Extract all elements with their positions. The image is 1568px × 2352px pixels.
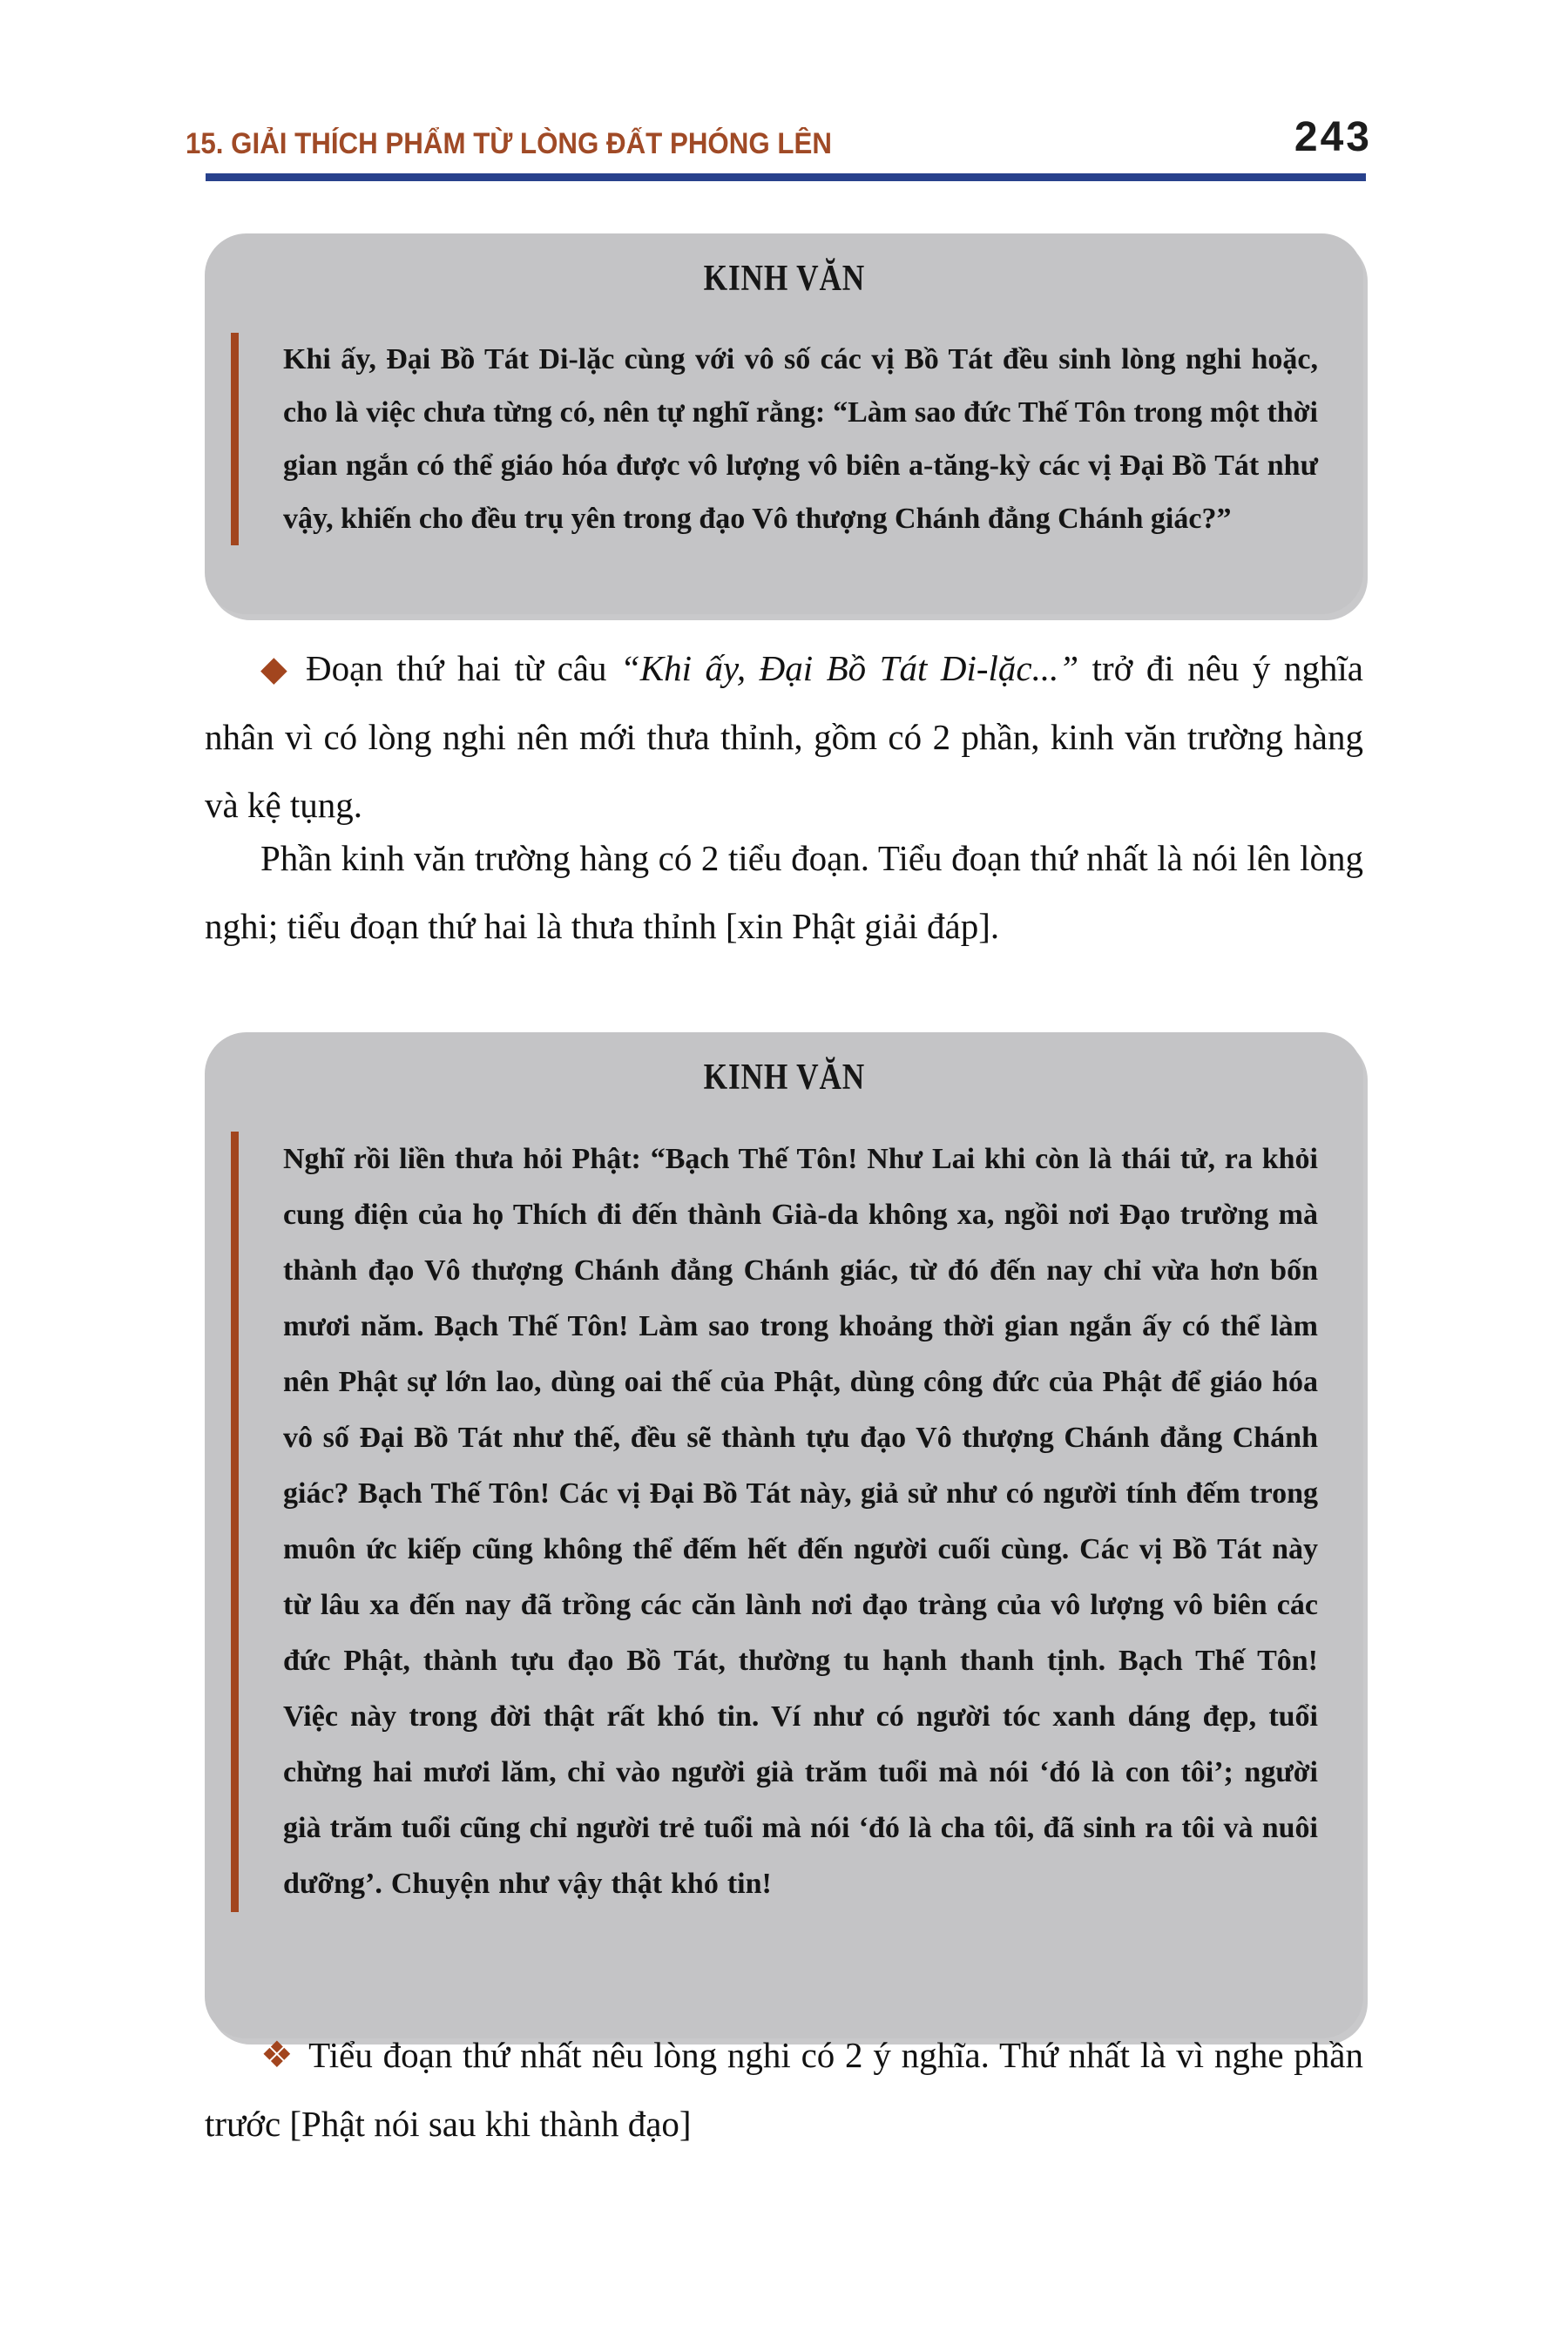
commentary-paragraph-1	[205, 634, 1363, 839]
sutra-box-1-quote-text: Khi ấy, Đại Bồ Tát Di-lặc cùng với vô số các vị Bồ Tát đều sinh lòng nghi hoặc, cho là việc chưa từng có, nên tự nghĩ rằng: “Làm sao đức Thế Tôn trong một thời gian ngắn có thể giáo hóa được vô lượng vô biên a-tăng-kỳ các vị Đại Bồ Tát như vậy, khiến cho đều trụ yên trong đạo Vô thượng Chánh đẳng Chánh giác?”	[283, 343, 1318, 535]
commentary-paragraph-3	[205, 2021, 1363, 2158]
sutra-box-2-heading-text: KINH VĂN	[703, 1058, 865, 1098]
chapter-title: 15. GIẢI THÍCH PHẨM TỪ LÒNG ĐẤT PHÓNG LÊN	[186, 127, 832, 160]
sutra-box-1	[205, 233, 1363, 614]
commentary-1-lead: Đoạn thứ hai từ câu	[306, 648, 620, 688]
sutra-box-2-heading	[205, 1057, 1363, 1098]
commentary-paragraph-2: Phần kinh văn trường hàng có 2 tiểu đoạn. Tiểu đoạn thứ nhất là nói lên lòng nghi; tiểu đoạn thứ hai là thưa thỉnh [xin Phật giải đáp].	[205, 838, 1363, 946]
header-rule	[206, 173, 1366, 181]
sutra-box-2	[205, 1032, 1363, 2038]
four-diamond-bullet-icon: ❖	[260, 2036, 295, 2076]
commentary-3-text: Tiểu đoạn thứ nhất nêu lòng nghi có 2 ý nghĩa. Thứ nhất là vì nghe phần trước [Phật nói sau khi thành đạo]	[205, 2035, 1363, 2144]
diamond-bullet-icon: ◆	[260, 649, 292, 688]
sutra-box-1-heading-text: KINH VĂN	[703, 259, 865, 299]
sutra-box-2-quote-text: Nghĩ rồi liền thưa hỏi Phật: “Bạch Thế Tôn! Như Lai khi còn là thái tử, ra khỏi cung điện của họ Thích đi đến thành Già-da không xa, ngồi nơi Đạo trường mà thành đạo Vô thượng Chánh đẳng Chánh giác, từ đó đến nay chỉ vừa hơn bốn mươi năm. Bạch Thế Tôn! Làm sao trong khoảng thời gian ngắn ấy có thể làm nên Phật sự lớn lao, dùng oai thế của Phật, dùng công đức của Phật để giáo hóa vô số Đại Bồ Tát như thế, đều sẽ thành tựu đạo Vô thượng Chánh đẳng Chánh giác? Bạch Thế Tôn! Các vị Đại Bồ Tát này, giả sử như có người tính đếm trong muôn ức kiếp cũng không thể đếm hết đến người cuối cùng. Các vị Bồ Tát này từ lâu xa đến nay đã trồng các căn lành nơi đạo tràng của vô lượng vô biên các đức Phật, thành tựu đạo Bồ Tát, thường tu hạnh thanh tịnh. Bạch Thế Tôn! Việc này trong đời thật rất khó tin. Ví như có người tóc xanh dáng đẹp, tuổi chừng hai mươi lăm, chỉ vào người già trăm tuổi mà nói ‘đó là con tôi’; người già trăm tuổi cũng chỉ người trẻ tuổi mà nói ‘đó là cha tôi, đã sinh ra tôi và nuôi dưỡng’. Chuyện như vậy thật khó tin!	[283, 1143, 1318, 1900]
commentary-1-rest: trở đi nêu ý nghĩa nhân vì có lòng nghi nên mới thưa thỉnh, gồm có 2 phần, kinh văn trường hàng và kệ tụng.	[205, 648, 1363, 825]
sutra-box-1-heading	[205, 258, 1363, 300]
sutra-box-2-quote	[231, 1132, 1318, 1912]
sutra-box-1-quote	[231, 333, 1318, 545]
page-number: 243	[1294, 114, 1372, 160]
commentary-1-quote: “Khi ấy, Đại Bồ Tát Di-lặc...”	[619, 648, 1079, 688]
